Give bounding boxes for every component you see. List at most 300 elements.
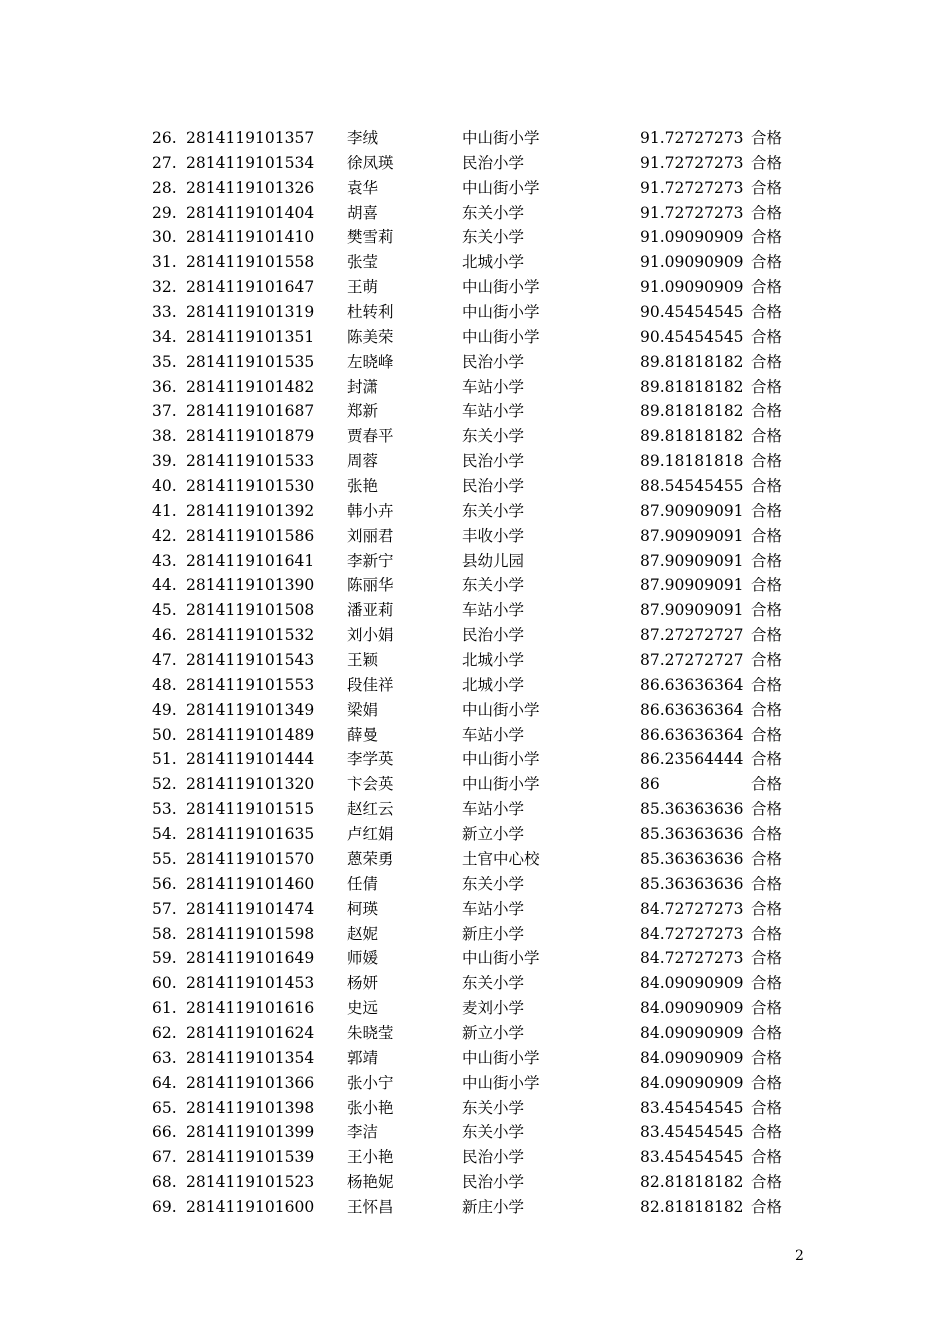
- candidate-name: 段佳祥: [347, 675, 394, 694]
- candidate-id: 2814119101320: [186, 775, 315, 794]
- score-value: 89.81818182: [640, 377, 744, 396]
- score-value: 84.72727273: [640, 924, 744, 943]
- result-status: 合格: [751, 700, 783, 719]
- score-value: 91.72727273: [640, 153, 744, 172]
- row-number: 34.: [152, 327, 177, 346]
- candidate-id: 2814119101530: [186, 477, 315, 496]
- row-number: 52.: [152, 775, 177, 794]
- score-value: 85.36363636: [640, 800, 744, 819]
- school-name: 东关小学: [462, 576, 525, 595]
- row-number: 32.: [152, 278, 177, 297]
- school-name: 县幼儿园: [462, 551, 525, 570]
- list-item: [150, 250, 810, 275]
- result-status: 合格: [751, 1123, 783, 1142]
- candidate-name: 左晓峰: [347, 352, 394, 371]
- score-value: 88.54545455: [640, 477, 744, 496]
- school-name: 麦刘小学: [462, 999, 525, 1018]
- candidate-name: 周蓉: [347, 452, 379, 471]
- candidate-name: 任倩: [347, 874, 379, 893]
- score-value: 86.63636364: [640, 700, 744, 719]
- result-status: 合格: [751, 576, 783, 595]
- school-name: 北城小学: [462, 651, 525, 670]
- row-number: 56.: [152, 874, 177, 893]
- row-number: 37.: [152, 402, 177, 421]
- row-number: 33.: [152, 303, 177, 322]
- candidate-name: 蒽荣勇: [347, 849, 394, 868]
- result-status: 合格: [751, 750, 783, 769]
- result-status: 合格: [751, 253, 783, 272]
- candidate-id: 2814119101349: [186, 700, 315, 719]
- score-value: 91.72727273: [640, 178, 744, 197]
- candidate-name: 潘亚莉: [347, 601, 394, 620]
- candidate-name: 郭靖: [347, 1048, 379, 1067]
- result-status: 合格: [751, 228, 783, 247]
- row-number: 62.: [152, 1023, 177, 1042]
- candidate-name: 张艳: [347, 477, 379, 496]
- school-name: 车站小学: [462, 402, 525, 421]
- candidate-name: 李新宁: [347, 551, 394, 570]
- result-status: 合格: [751, 899, 783, 918]
- result-status: 合格: [751, 1023, 783, 1042]
- result-status: 合格: [751, 949, 783, 968]
- candidate-id: 2814119101444: [186, 750, 315, 769]
- candidate-name: 朱晓莹: [347, 1023, 394, 1042]
- candidate-id: 2814119101474: [186, 899, 315, 918]
- row-number: 53.: [152, 800, 177, 819]
- score-value: 85.36363636: [640, 825, 744, 844]
- candidate-id: 2814119101570: [186, 849, 315, 868]
- school-name: 东关小学: [462, 1123, 525, 1142]
- candidate-name: 刘丽君: [347, 526, 394, 545]
- result-status: 合格: [751, 352, 783, 371]
- candidate-id: 2814119101460: [186, 874, 315, 893]
- score-value: 82.81818182: [640, 1197, 744, 1216]
- candidate-name: 韩小卉: [347, 501, 394, 520]
- candidate-id: 2814119101392: [186, 501, 315, 520]
- score-value: 91.09090909: [640, 278, 744, 297]
- score-value: 84.09090909: [640, 1023, 744, 1042]
- list-item: [150, 1071, 810, 1096]
- candidate-id: 2814119101453: [186, 974, 315, 993]
- candidate-name: 王小艳: [347, 1148, 394, 1167]
- candidate-id: 2814119101404: [186, 203, 315, 222]
- list-item: [150, 772, 810, 797]
- school-name: 中山街小学: [462, 750, 540, 769]
- school-name: 民治小学: [462, 626, 525, 645]
- result-status: 合格: [751, 1073, 783, 1092]
- school-name: 新立小学: [462, 1023, 525, 1042]
- candidate-name: 张莹: [347, 253, 379, 272]
- candidate-id: 2814119101366: [186, 1073, 315, 1092]
- result-status: 合格: [751, 501, 783, 520]
- candidate-id: 2814119101390: [186, 576, 315, 595]
- school-name: 民治小学: [462, 477, 525, 496]
- list-item: [150, 350, 810, 375]
- list-item: [150, 698, 810, 723]
- list-item: [150, 275, 810, 300]
- candidate-id: 2814119101534: [186, 153, 315, 172]
- result-status: 合格: [751, 675, 783, 694]
- candidate-name: 卞会英: [347, 775, 394, 794]
- list-item: [150, 1195, 810, 1220]
- candidate-name: 王萌: [347, 278, 379, 297]
- row-number: 27.: [152, 153, 177, 172]
- list-item: [150, 300, 810, 325]
- candidate-id: 2814119101351: [186, 327, 315, 346]
- school-name: 中山街小学: [462, 303, 540, 322]
- result-status: 合格: [751, 725, 783, 744]
- row-number: 63.: [152, 1048, 177, 1067]
- school-name: 土官中心校: [462, 849, 540, 868]
- candidate-name: 王怀昌: [347, 1197, 394, 1216]
- score-value: 87.27272727: [640, 651, 744, 670]
- row-number: 66.: [152, 1123, 177, 1142]
- list-item: [150, 1145, 810, 1170]
- list-item: [150, 524, 810, 549]
- candidate-id: 2814119101539: [186, 1148, 315, 1167]
- result-status: 合格: [751, 874, 783, 893]
- results-list: [150, 126, 810, 1220]
- candidate-id: 2814119101319: [186, 303, 315, 322]
- result-status: 合格: [751, 526, 783, 545]
- score-value: 85.36363636: [640, 849, 744, 868]
- row-number: 30.: [152, 228, 177, 247]
- row-number: 46.: [152, 626, 177, 645]
- candidate-name: 柯瑛: [347, 899, 379, 918]
- row-number: 59.: [152, 949, 177, 968]
- candidate-name: 樊雪莉: [347, 228, 394, 247]
- result-status: 合格: [751, 974, 783, 993]
- candidate-name: 李学英: [347, 750, 394, 769]
- candidate-name: 李洁: [347, 1123, 379, 1142]
- candidate-id: 2814119101354: [186, 1048, 315, 1067]
- result-status: 合格: [751, 477, 783, 496]
- score-value: 84.09090909: [640, 974, 744, 993]
- list-item: [150, 996, 810, 1021]
- result-status: 合格: [751, 1148, 783, 1167]
- result-status: 合格: [751, 551, 783, 570]
- candidate-id: 2814119101357: [186, 129, 315, 147]
- row-number: 31.: [152, 253, 177, 272]
- candidate-name: 赵红云: [347, 800, 394, 819]
- list-item: [150, 897, 810, 922]
- school-name: 民治小学: [462, 153, 525, 172]
- score-value: 84.72727273: [640, 899, 744, 918]
- school-name: 新立小学: [462, 825, 525, 844]
- school-name: 中山街小学: [462, 775, 540, 794]
- result-status: 合格: [751, 1048, 783, 1067]
- row-number: 69.: [152, 1197, 177, 1216]
- row-number: 49.: [152, 700, 177, 719]
- score-value: 87.90909091: [640, 601, 744, 620]
- school-name: 东关小学: [462, 501, 525, 520]
- candidate-name: 陈美荣: [347, 327, 394, 346]
- school-name: 东关小学: [462, 228, 525, 247]
- school-name: 新庄小学: [462, 1197, 525, 1216]
- row-number: 50.: [152, 725, 177, 744]
- school-name: 新庄小学: [462, 924, 525, 943]
- list-item: [150, 225, 810, 250]
- result-status: 合格: [751, 129, 783, 147]
- school-name: 北城小学: [462, 675, 525, 694]
- score-value: 90.45454545: [640, 327, 744, 346]
- result-status: 合格: [751, 924, 783, 943]
- candidate-name: 王颖: [347, 651, 379, 670]
- list-item: [150, 847, 810, 872]
- list-item: [150, 747, 810, 772]
- candidate-id: 2814119101553: [186, 675, 315, 694]
- school-name: 民治小学: [462, 1148, 525, 1167]
- row-number: 47.: [152, 651, 177, 670]
- row-number: 51.: [152, 750, 177, 769]
- list-item: [150, 375, 810, 400]
- row-number: 43.: [152, 551, 177, 570]
- row-number: 54.: [152, 825, 177, 844]
- score-value: 90.45454545: [640, 303, 744, 322]
- row-number: 58.: [152, 924, 177, 943]
- candidate-id: 2814119101326: [186, 178, 315, 197]
- candidate-id: 2814119101598: [186, 924, 315, 943]
- school-name: 民治小学: [462, 452, 525, 471]
- result-status: 合格: [751, 1098, 783, 1117]
- result-status: 合格: [751, 601, 783, 620]
- page-number: 2: [795, 1248, 804, 1264]
- school-name: 民治小学: [462, 352, 525, 371]
- result-status: 合格: [751, 427, 783, 446]
- candidate-name: 陈丽华: [347, 576, 394, 595]
- school-name: 东关小学: [462, 974, 525, 993]
- row-number: 40.: [152, 477, 177, 496]
- result-status: 合格: [751, 1173, 783, 1192]
- candidate-id: 2814119101647: [186, 278, 315, 297]
- list-item: [150, 922, 810, 947]
- school-name: 东关小学: [462, 1098, 525, 1117]
- candidate-id: 2814119101586: [186, 526, 315, 545]
- list-item: [150, 623, 810, 648]
- result-status: 合格: [751, 452, 783, 471]
- school-name: 中山街小学: [462, 1048, 540, 1067]
- list-item: [150, 151, 810, 176]
- list-item: [150, 648, 810, 673]
- candidate-id: 2814119101410: [186, 228, 315, 247]
- row-number: 67.: [152, 1148, 177, 1167]
- list-item: [150, 449, 810, 474]
- candidate-id: 2814119101543: [186, 651, 315, 670]
- score-value: 84.09090909: [640, 999, 744, 1018]
- candidate-id: 2814119101489: [186, 725, 315, 744]
- score-value: 86: [640, 775, 660, 794]
- candidate-id: 2814119101616: [186, 999, 315, 1018]
- candidate-name: 卢红娟: [347, 825, 394, 844]
- result-status: 合格: [751, 278, 783, 297]
- candidate-name: 李绒: [347, 129, 379, 147]
- list-item: [150, 872, 810, 897]
- list-item: [150, 549, 810, 574]
- list-item: [150, 201, 810, 226]
- list-item: [150, 499, 810, 524]
- result-status: 合格: [751, 849, 783, 868]
- list-item: [150, 673, 810, 698]
- candidate-name: 梁娟: [347, 700, 379, 719]
- school-name: 东关小学: [462, 874, 525, 893]
- candidate-name: 杜转利: [347, 303, 394, 322]
- result-status: 合格: [751, 178, 783, 197]
- list-item: [150, 1096, 810, 1121]
- row-number: 68.: [152, 1173, 177, 1192]
- candidate-name: 胡喜: [347, 203, 379, 222]
- school-name: 中山街小学: [462, 178, 540, 197]
- candidate-id: 2814119101508: [186, 601, 315, 620]
- candidate-id: 2814119101482: [186, 377, 315, 396]
- list-item: [150, 399, 810, 424]
- score-value: 84.72727273: [640, 949, 744, 968]
- candidate-name: 薛曼: [347, 725, 379, 744]
- candidate-name: 袁华: [347, 178, 379, 197]
- score-value: 87.27272727: [640, 626, 744, 645]
- score-value: 85.36363636: [640, 874, 744, 893]
- row-number: 60.: [152, 974, 177, 993]
- score-value: 89.18181818: [640, 452, 744, 471]
- result-status: 合格: [751, 1197, 783, 1216]
- list-item: [150, 723, 810, 748]
- row-number: 36.: [152, 377, 177, 396]
- candidate-name: 郑新: [347, 402, 379, 421]
- row-number: 42.: [152, 526, 177, 545]
- list-item: [150, 424, 810, 449]
- candidate-id: 2814119101879: [186, 427, 315, 446]
- result-status: 合格: [751, 327, 783, 346]
- candidate-id: 2814119101624: [186, 1023, 315, 1042]
- row-number: 29.: [152, 203, 177, 222]
- candidate-name: 杨艳妮: [347, 1173, 394, 1192]
- result-status: 合格: [751, 402, 783, 421]
- candidate-name: 师媛: [347, 949, 379, 968]
- result-status: 合格: [751, 999, 783, 1018]
- result-status: 合格: [751, 775, 783, 794]
- row-number: 45.: [152, 601, 177, 620]
- candidate-id: 2814119101399: [186, 1123, 315, 1142]
- school-name: 中山街小学: [462, 700, 540, 719]
- result-status: 合格: [751, 303, 783, 322]
- candidate-id: 2814119101558: [186, 253, 315, 272]
- list-item: [150, 474, 810, 499]
- score-value: 84.09090909: [640, 1048, 744, 1067]
- score-value: 83.45454545: [640, 1123, 744, 1142]
- list-item: [150, 573, 810, 598]
- score-value: 91.09090909: [640, 228, 744, 247]
- row-number: 61.: [152, 999, 177, 1018]
- candidate-name: 张小宁: [347, 1073, 394, 1092]
- result-status: 合格: [751, 203, 783, 222]
- score-value: 89.81818182: [640, 427, 744, 446]
- candidate-id: 2814119101687: [186, 402, 315, 421]
- candidate-name: 史远: [347, 999, 379, 1018]
- score-value: 86.63636364: [640, 725, 744, 744]
- row-number: 55.: [152, 849, 177, 868]
- school-name: 丰收小学: [462, 526, 525, 545]
- candidate-name: 杨妍: [347, 974, 379, 993]
- score-value: 87.90909091: [640, 576, 744, 595]
- row-number: 28.: [152, 178, 177, 197]
- result-status: 合格: [751, 800, 783, 819]
- list-item: [150, 1170, 810, 1195]
- school-name: 民治小学: [462, 1173, 525, 1192]
- score-value: 89.81818182: [640, 352, 744, 371]
- candidate-name: 贾春平: [347, 427, 394, 446]
- school-name: 东关小学: [462, 203, 525, 222]
- score-value: 86.23564444: [640, 750, 744, 769]
- list-item: [150, 971, 810, 996]
- list-item: [150, 946, 810, 971]
- candidate-name: 封潇: [347, 377, 379, 396]
- score-value: 91.09090909: [640, 253, 744, 272]
- list-item: [150, 1046, 810, 1071]
- row-number: 39.: [152, 452, 177, 471]
- school-name: 车站小学: [462, 377, 525, 396]
- row-number: 26.: [152, 129, 177, 147]
- candidate-id: 2814119101635: [186, 825, 315, 844]
- score-value: 84.09090909: [640, 1073, 744, 1092]
- row-number: 44.: [152, 576, 177, 595]
- score-value: 91.72727273: [640, 203, 744, 222]
- list-item: [150, 176, 810, 201]
- result-status: 合格: [751, 153, 783, 172]
- school-name: 车站小学: [462, 800, 525, 819]
- row-number: 48.: [152, 675, 177, 694]
- candidate-id: 2814119101535: [186, 352, 315, 371]
- candidate-id: 2814119101641: [186, 551, 315, 570]
- result-status: 合格: [751, 825, 783, 844]
- list-item: [150, 325, 810, 350]
- score-value: 83.45454545: [640, 1148, 744, 1167]
- row-number: 64.: [152, 1073, 177, 1092]
- row-number: 41.: [152, 501, 177, 520]
- result-status: 合格: [751, 377, 783, 396]
- school-name: 车站小学: [462, 899, 525, 918]
- school-name: 北城小学: [462, 253, 525, 272]
- list-item: [150, 598, 810, 623]
- candidate-name: 徐凤瑛: [347, 153, 394, 172]
- candidate-id: 2814119101600: [186, 1197, 315, 1216]
- school-name: 中山街小学: [462, 129, 540, 147]
- school-name: 中山街小学: [462, 1073, 540, 1092]
- score-value: 83.45454545: [640, 1098, 744, 1117]
- row-number: 57.: [152, 899, 177, 918]
- candidate-id: 2814119101533: [186, 452, 315, 471]
- list-item: [150, 126, 810, 151]
- result-status: 合格: [751, 626, 783, 645]
- school-name: 车站小学: [462, 725, 525, 744]
- score-value: 87.90909091: [640, 551, 744, 570]
- score-value: 86.63636364: [640, 675, 744, 694]
- candidate-name: 刘小娟: [347, 626, 394, 645]
- school-name: 东关小学: [462, 427, 525, 446]
- list-item: [150, 822, 810, 847]
- list-item: [150, 797, 810, 822]
- list-item: [150, 1021, 810, 1046]
- school-name: 中山街小学: [462, 327, 540, 346]
- school-name: 车站小学: [462, 601, 525, 620]
- candidate-name: 张小艳: [347, 1098, 394, 1117]
- school-name: 中山街小学: [462, 949, 540, 968]
- row-number: 65.: [152, 1098, 177, 1117]
- school-name: 中山街小学: [462, 278, 540, 297]
- candidate-id: 2814119101523: [186, 1173, 315, 1192]
- candidate-id: 2814119101649: [186, 949, 315, 968]
- score-value: 89.81818182: [640, 402, 744, 421]
- row-number: 35.: [152, 352, 177, 371]
- result-status: 合格: [751, 651, 783, 670]
